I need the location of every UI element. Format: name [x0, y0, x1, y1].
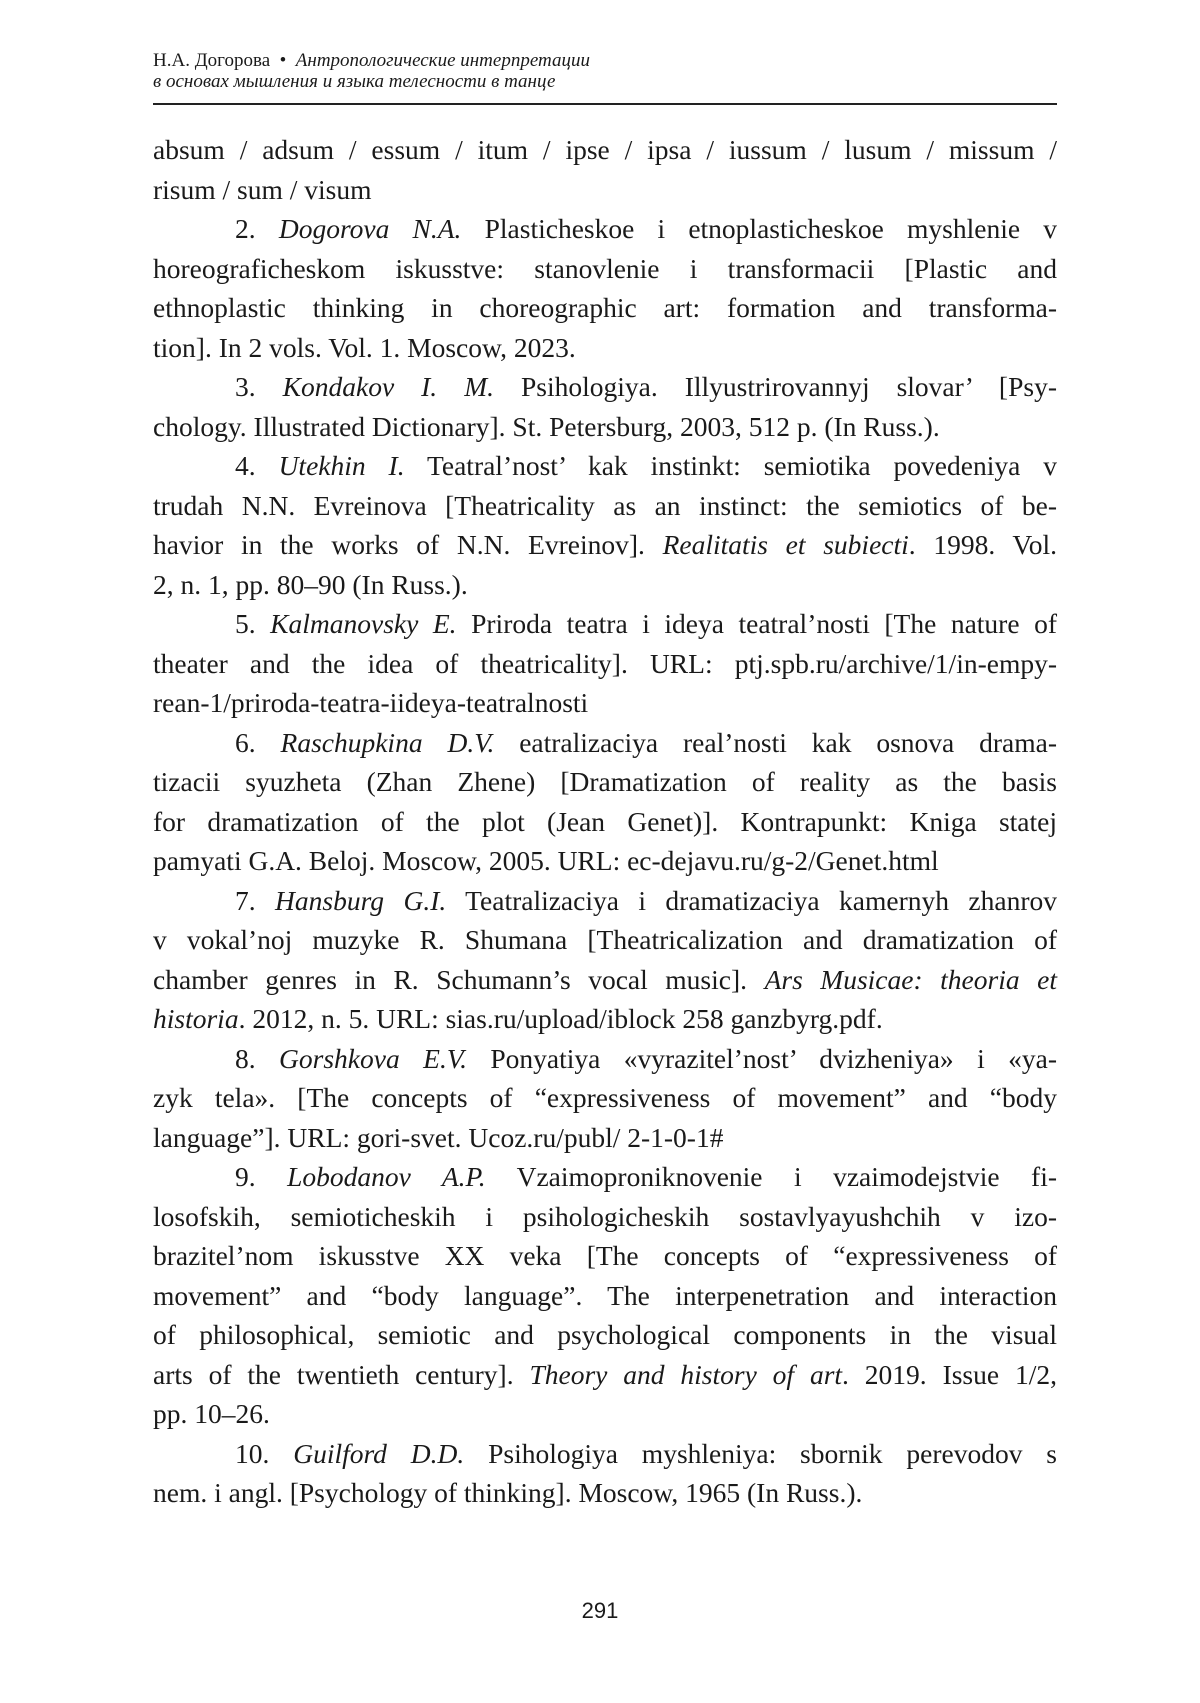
text-segment: arts of the twentieth century].: [153, 1359, 529, 1390]
text-segment: 3.: [235, 371, 283, 402]
reference-entry: [153, 1039, 1057, 1158]
text-line: [153, 367, 1057, 407]
text-line: [153, 1157, 1057, 1197]
italic-text: Realitatis et subiecti: [663, 529, 909, 560]
text-line: [153, 1236, 1057, 1276]
header-title-line-2: в основах мышления и языка телесности в танце: [153, 71, 1057, 92]
italic-text: Kondakov I. M.: [283, 371, 494, 402]
reference-entry: [153, 723, 1057, 881]
text-line: [153, 170, 1057, 210]
text-line: [153, 841, 1057, 881]
text-segment: 2, n. 1, pp. 80–90 (In Russ.).: [153, 569, 468, 600]
reference-entry: [153, 604, 1057, 723]
text-line: [153, 1197, 1057, 1237]
text-segment: eatralizaciya real’nosti kak osnova drama-: [494, 727, 1057, 758]
running-header: [153, 50, 1057, 92]
text-line: [153, 565, 1057, 605]
italic-text: Dogorova N.A.: [279, 213, 462, 244]
text-segment: zyk tela». [The concepts of “expressiveness of movement” and “body: [153, 1082, 1057, 1113]
text-line: [153, 1276, 1057, 1316]
text-segment: language”]. URL: gori-svet. Ucoz.ru/publ/ 2-1-0-1#: [153, 1122, 723, 1153]
text-segment: for dramatization of the plot (Jean Genet)]. Kontrapunkt: Kniga statej: [153, 806, 1057, 837]
text-line: [153, 1473, 1057, 1513]
text-segment: 10.: [235, 1438, 293, 1469]
text-segment: Teatralizaciya i dramatizaciya kamernyh zhanrov: [446, 885, 1057, 916]
text-segment: Plasticheskoe i etnoplasticheskoe myshlenie v: [461, 213, 1057, 244]
text-line: [153, 683, 1057, 723]
text-segment: havior in the works of N.N. Evreinov].: [153, 529, 663, 560]
text-line: [153, 1315, 1057, 1355]
italic-text: historia: [153, 1003, 239, 1034]
text-line: [153, 1434, 1057, 1474]
references-body: [153, 130, 1057, 1513]
text-segment: movement” and “body language”. The interpenetration and interaction: [153, 1280, 1057, 1311]
text-segment: 2.: [235, 213, 279, 244]
continued-paragraph: [153, 130, 1057, 209]
text-segment: tion]. In 2 vols. Vol. 1. Moscow, 2023.: [153, 332, 576, 363]
text-line: [153, 802, 1057, 842]
text-line: [153, 1355, 1057, 1395]
text-line: [153, 1118, 1057, 1158]
text-segment: 4.: [235, 450, 279, 481]
text-segment: Psihologiya myshleniya: sbornik perevodov s: [464, 1438, 1057, 1469]
text-line: [153, 407, 1057, 447]
header-rule: [153, 103, 1057, 105]
italic-text: Ars Musicae: theoria et: [765, 964, 1057, 995]
text-line: [153, 446, 1057, 486]
italic-text: Gorshkova E.V.: [279, 1043, 467, 1074]
text-segment: pamyati G.A. Beloj. Moscow, 2005. URL: ec-dejavu.ru/g-2/Genet.html: [153, 845, 939, 876]
text-segment: chamber genres in R. Schumann’s vocal music].: [153, 964, 765, 995]
text-line: [153, 288, 1057, 328]
text-line: [153, 328, 1057, 368]
text-line: [153, 209, 1057, 249]
text-segment: 9.: [235, 1161, 287, 1192]
page-number: 291: [0, 1598, 1200, 1624]
header-bullet: •: [280, 50, 287, 71]
header-line-1: [153, 50, 1057, 71]
italic-text: Lobodanov A.P.: [287, 1161, 486, 1192]
text-line: [153, 762, 1057, 802]
text-segment: Psihologiya. Illyustrirovannyj slovar’ [Psy-: [494, 371, 1057, 402]
text-line: [153, 920, 1057, 960]
text-segment: pp. 10–26.: [153, 1398, 270, 1429]
italic-text: Raschupkina D.V.: [281, 727, 495, 758]
text-segment: 6.: [235, 727, 281, 758]
text-segment: absum / adsum / essum / itum / ipse / ipsa / iussum / lusum / missum /: [153, 134, 1057, 165]
text-line: [153, 1078, 1057, 1118]
text-line: [153, 1394, 1057, 1434]
text-line: [153, 960, 1057, 1000]
text-segment: chology. Illustrated Dictionary]. St. Petersburg, 2003, 512 p. (In Russ.).: [153, 411, 940, 442]
text-line: [153, 1039, 1057, 1079]
header-author: Н.А. Догорова: [153, 50, 270, 71]
text-segment: Vzaimoproniknovenie i vzaimodejstvie fi-: [486, 1161, 1057, 1192]
italic-text: Utekhin I.: [279, 450, 405, 481]
text-line: [153, 881, 1057, 921]
reference-entry: [153, 1434, 1057, 1513]
text-segment: of philosophical, semiotic and psychological components in the visual: [153, 1319, 1057, 1350]
italic-text: Hansburg G.I.: [275, 885, 446, 916]
text-line: [153, 525, 1057, 565]
text-segment: theater and the idea of theatricality]. URL: ptj.spb.ru/archive/1/in-empy-: [153, 648, 1057, 679]
reference-entry: [153, 1157, 1057, 1434]
text-segment: . 1998. Vol.: [909, 529, 1057, 560]
text-segment: v vokal’noj muzyke R. Shumana [Theatricalization and dramatization of: [153, 924, 1057, 955]
text-segment: brazitel’nom iskusstve XX veka [The concepts of “expressiveness of: [153, 1240, 1057, 1271]
reference-entry: [153, 881, 1057, 1039]
text-segment: ethnoplastic thinking in choreographic art: formation and transforma-: [153, 292, 1057, 323]
italic-text: Guilford D.D.: [293, 1438, 464, 1469]
text-segment: nem. i angl. [Psychology of thinking]. Moscow, 1965 (In Russ.).: [153, 1477, 862, 1508]
text-segment: 5.: [235, 608, 270, 639]
text-segment: Ponyatiya «vyrazitel’nost’ dvizheniya» i «ya-: [467, 1043, 1057, 1074]
text-segment: . 2019. Issue 1/2,: [842, 1359, 1057, 1390]
reference-entry: [153, 367, 1057, 446]
text-segment: 7.: [235, 885, 275, 916]
text-line: [153, 486, 1057, 526]
text-line: [153, 723, 1057, 763]
text-line: [153, 644, 1057, 684]
italic-text: Theory and history of art: [529, 1359, 842, 1390]
italic-text: Kalmanovsky E.: [270, 608, 456, 639]
text-line: [153, 999, 1057, 1039]
text-segment: risum / sum / visum: [153, 174, 372, 205]
text-segment: trudah N.N. Evreinova [Theatricality as an instinct: the semiotics of be-: [153, 490, 1057, 521]
text-segment: Priroda teatra i ideya teatral’nosti [The nature of: [457, 608, 1057, 639]
text-segment: 8.: [235, 1043, 279, 1074]
text-segment: Teatral’nost’ kak instinkt: semiotika povedeniya v: [405, 450, 1057, 481]
text-line: [153, 130, 1057, 170]
text-segment: . 2012, n. 5. URL: sias.ru/upload/iblock 258 ganzbyrg.pdf.: [239, 1003, 883, 1034]
reference-entry: [153, 446, 1057, 604]
text-line: [153, 249, 1057, 289]
text-segment: losofskih, semioticheskih i psihologicheskih sostavlyayushchih v izo-: [153, 1201, 1057, 1232]
reference-entry: [153, 209, 1057, 367]
text-segment: tizacii syuzheta (Zhan Zhene) [Dramatization of reality as the basis: [153, 766, 1057, 797]
text-segment: horeograficheskom iskusstve: stanovlenie i transformacii [Plastic and: [153, 253, 1057, 284]
text-segment: rean-1/priroda-teatra-iideya-teatralnosti: [153, 687, 588, 718]
text-line: [153, 604, 1057, 644]
header-title-line-1: Антропологические интерпретации: [296, 50, 590, 71]
